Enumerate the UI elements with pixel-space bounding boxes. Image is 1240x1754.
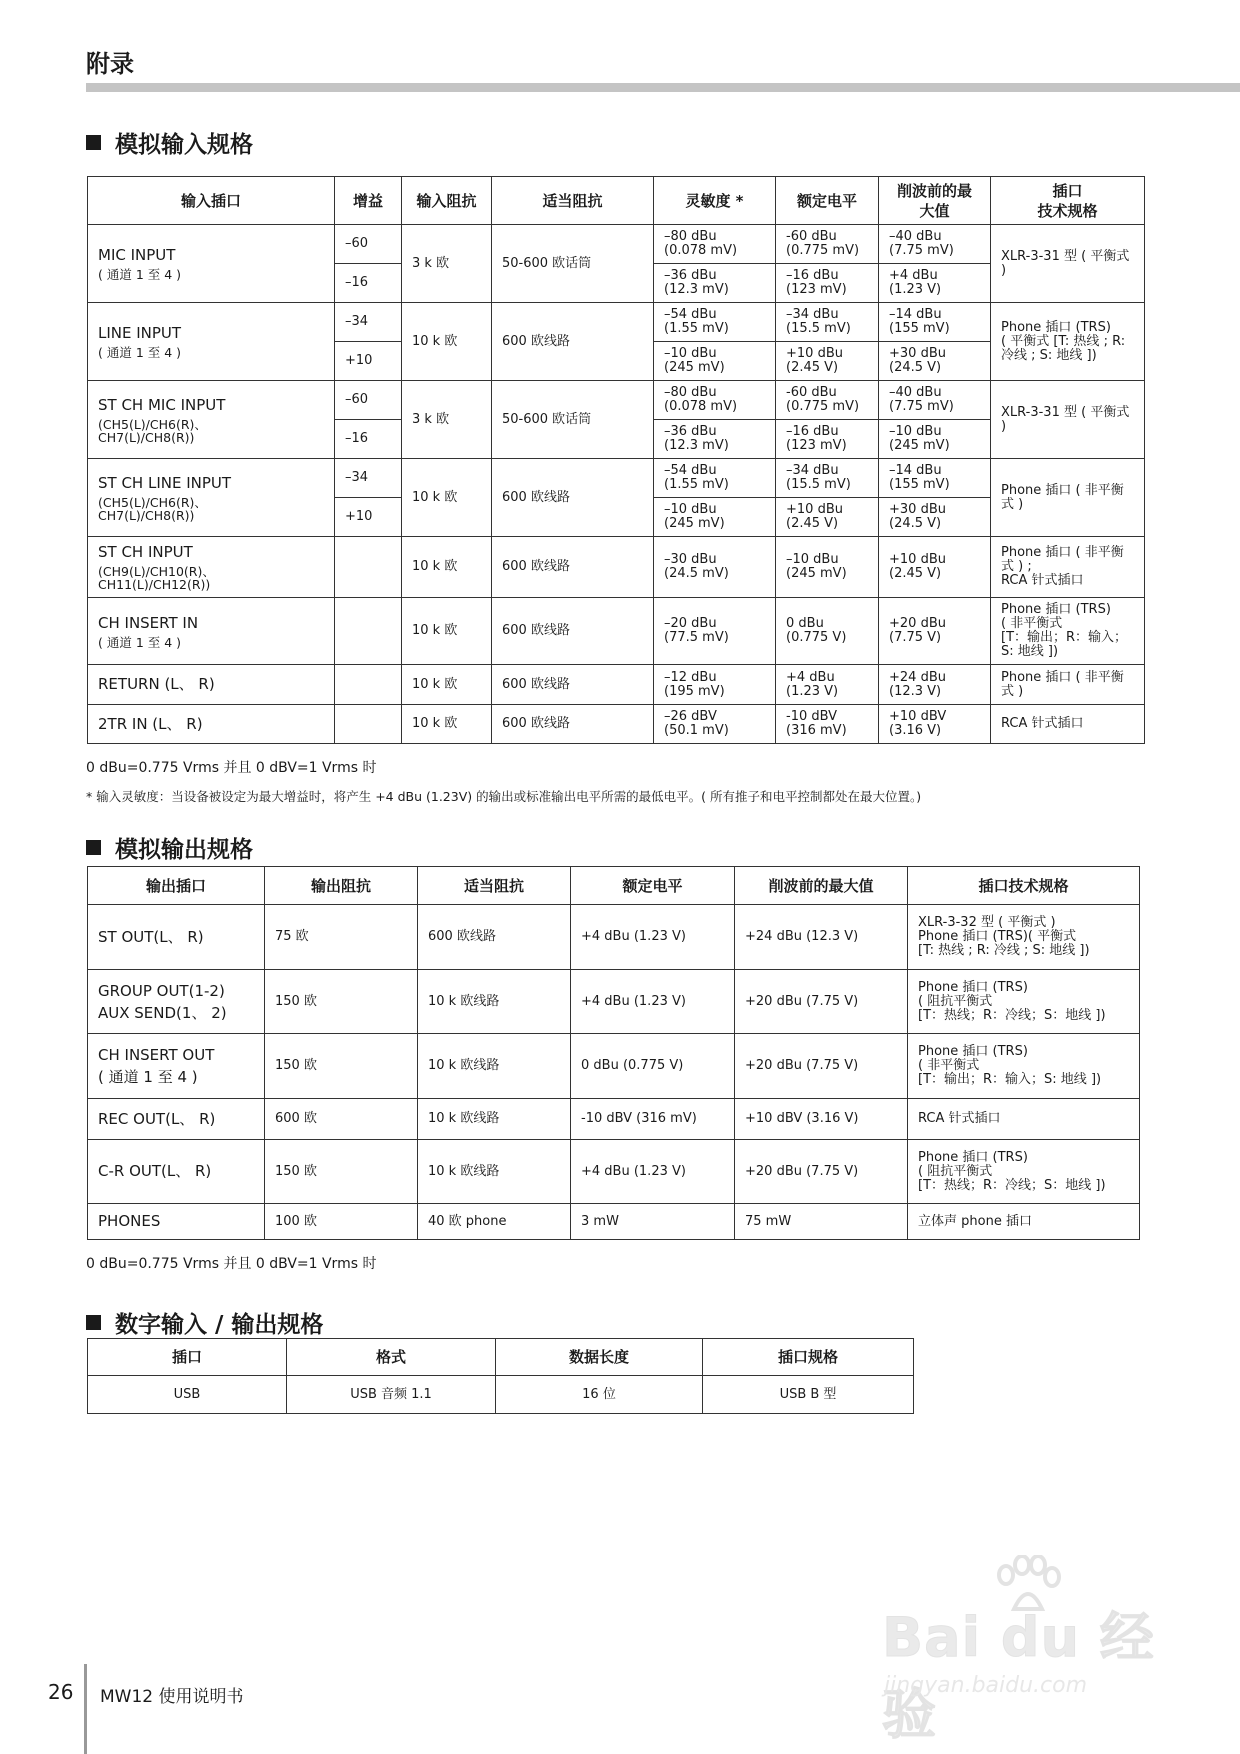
page-number: 26	[48, 1680, 74, 1704]
table-row: MIC INPUT ( 通道 1 至 4 ) –60 3 k 欧 50-600 欧话筒 –80 dBu (0.078 mV) -60 dBu (0.775 mV) –40 dBu (7.75 mV) XLR-3-31 型 ( 平衡式 )	[88, 225, 1145, 264]
table-row: CH INSERT OUT ( 通道 1 至 4 ) 150 欧 10 k 欧线路 0 dBu (0.775 V) +20 dBu (7.75 V) Phone 插口 (TRS) ( 非平衡式 [T：输出；R：输入；S: 地线 ])	[88, 1034, 1140, 1099]
section-title-analog-output: 模拟输出规格	[86, 831, 253, 864]
table-row: +10 –10 dBu (245 mV) +10 dBu (2.45 V) +30 dBu (24.5 V)	[88, 498, 1145, 537]
table-row: ST OUT(L、 R) 75 欧 600 欧线路 +4 dBu (1.23 V) +24 dBu (12.3 V) XLR-3-32 型 ( 平衡式 ) Phone 插口 (TRS)( 平衡式 [T: 热线 ; R: 冷线 ; S: 地线 ])	[88, 905, 1140, 970]
watermark-url: jingyan.baidu.com	[884, 1673, 1088, 1698]
table-header-row: 输出插口 输出阻抗 适当阻抗 额定电平 削波前的最大值 插口技术规格	[88, 867, 1140, 905]
footer-rule	[84, 1664, 87, 1754]
unit-note: 0 dBu=0.775 Vrms 并且 0 dBV=1 Vrms 时	[86, 760, 377, 776]
digital-io-table	[87, 1338, 914, 1414]
square-bullet-icon	[86, 135, 101, 150]
square-bullet-icon	[86, 840, 101, 855]
table-row: GROUP OUT(1-2) AUX SEND(1、 2) 150 欧 10 k 欧线路 +4 dBu (1.23 V) +20 dBu (7.75 V) Phone 插口 (TRS) ( 阻抗平衡式 [T：热线；R：冷线；S：地线 ])	[88, 970, 1140, 1034]
table-row: PHONES 100 欧 40 欧 phone 3 mW 75 mW 立体声 phone 插口	[88, 1204, 1140, 1240]
table-row: 2TR IN (L、 R) 10 k 欧 600 欧线路 –26 dBV (50.1 mV) -10 dBV (316 mV) +10 dBV (3.16 V) RCA 针式插口	[88, 705, 1145, 744]
square-bullet-icon	[86, 1315, 101, 1330]
table-row: +10 –10 dBu (245 mV) +10 dBu (2.45 V) +30 dBu (24.5 V)	[88, 342, 1145, 381]
header-rule	[86, 83, 1240, 92]
book-title: MW12 使用说明书	[100, 1687, 244, 1707]
section-title-analog-input: 模拟输入规格	[86, 126, 253, 159]
unit-note-output: 0 dBu=0.775 Vrms 并且 0 dBV=1 Vrms 时	[86, 1256, 377, 1272]
table-header-row: 输入插口 增益 输入阻抗 适当阻抗 灵敏度 * 额定电平 削波前的最 大值 插口 技术规格	[88, 177, 1145, 225]
table-row: C-R OUT(L、 R) 150 欧 10 k 欧线路 +4 dBu (1.23 V) +20 dBu (7.75 V) Phone 插口 (TRS) ( 阻抗平衡式 [T：热线；R：冷线；S：地线 ])	[88, 1140, 1140, 1204]
table-header-row: 插口 格式 数据长度 插口规格	[88, 1339, 914, 1376]
table-row: –16 –36 dBu (12.3 mV) –16 dBu (123 mV) +4 dBu (1.23 V)	[88, 264, 1145, 303]
analog-input-table	[87, 176, 1145, 744]
table-row: –16 –36 dBu (12.3 mV) –16 dBu (123 mV) –10 dBu (245 mV)	[88, 420, 1145, 459]
table-row: RETURN (L、 R) 10 k 欧 600 欧线路 –12 dBu (195 mV) +4 dBu (1.23 V) +24 dBu (12.3 V) Phone 插口 ( 非平衡 式 )	[88, 665, 1145, 705]
table-row: CH INSERT IN ( 通道 1 至 4 ) 10 k 欧 600 欧线路 –20 dBu (77.5 mV) 0 dBu (0.775 V) +20 dBu (7.75 V) Phone 插口 (TRS) ( 非平衡式 [T：输出；R：输入； S: 地线 ])	[88, 598, 1145, 665]
table-row: ST CH LINE INPUT (CH5(L)/CH6(R)、 CH7(L)/CH8(R)) –34 10 k 欧 600 欧线路 –54 dBu (1.55 mV) –34 dBu (15.5 mV) –14 dBu (155 mV) Phone 插口 ( 非平衡 式 )	[88, 459, 1145, 498]
watermark-logo: Bai du 经验	[882, 1606, 1155, 1746]
table-row: LINE INPUT ( 通道 1 至 4 ) –34 10 k 欧 600 欧线路 –54 dBu (1.55 mV) –34 dBu (15.5 mV) –14 dBu (155 mV) Phone 插口 (TRS) ( 平衡式 [T: 热线 ; R: 冷线 ; S: 地线 ])	[88, 303, 1145, 342]
sensitivity-footnote: * 输入灵敏度：当设备被设定为最大增益时，将产生 +4 dBu (1.23V) 的输出或标准输出电平所需的最低电平。( 所有推子和电平控制都处在最大位置。)	[86, 789, 922, 804]
table-row: REC OUT(L、 R) 600 欧 10 k 欧线路 -10 dBV (316 mV) +10 dBV (3.16 V) RCA 针式插口	[88, 1099, 1140, 1140]
analog-output-table	[87, 866, 1140, 1240]
table-row: ST CH MIC INPUT (CH5(L)/CH6(R)、 CH7(L)/CH8(R)) –60 3 k 欧 50-600 欧话筒 –80 dBu (0.078 mV) -60 dBu (0.775 mV) –40 dBu (7.75 mV) XLR-3-31 型 ( 平衡式 )	[88, 381, 1145, 420]
baidu-watermark	[880, 1555, 1180, 1746]
table-row: USB USB 音频 1.1 16 位 USB B 型	[88, 1376, 914, 1414]
page-header-title: 附录	[86, 50, 134, 78]
table-row: ST CH INPUT (CH9(L)/CH10(R)、 CH11(L)/CH12(R)) 10 k 欧 600 欧线路 –30 dBu (24.5 mV) –10 dBu (245 mV) +10 dBu (2.45 V) Phone 插口 ( 非平衡 式 ) ; RCA 针式插口	[88, 537, 1145, 598]
section-title-digital-io: 数字输入 / 输出规格	[86, 1306, 323, 1339]
